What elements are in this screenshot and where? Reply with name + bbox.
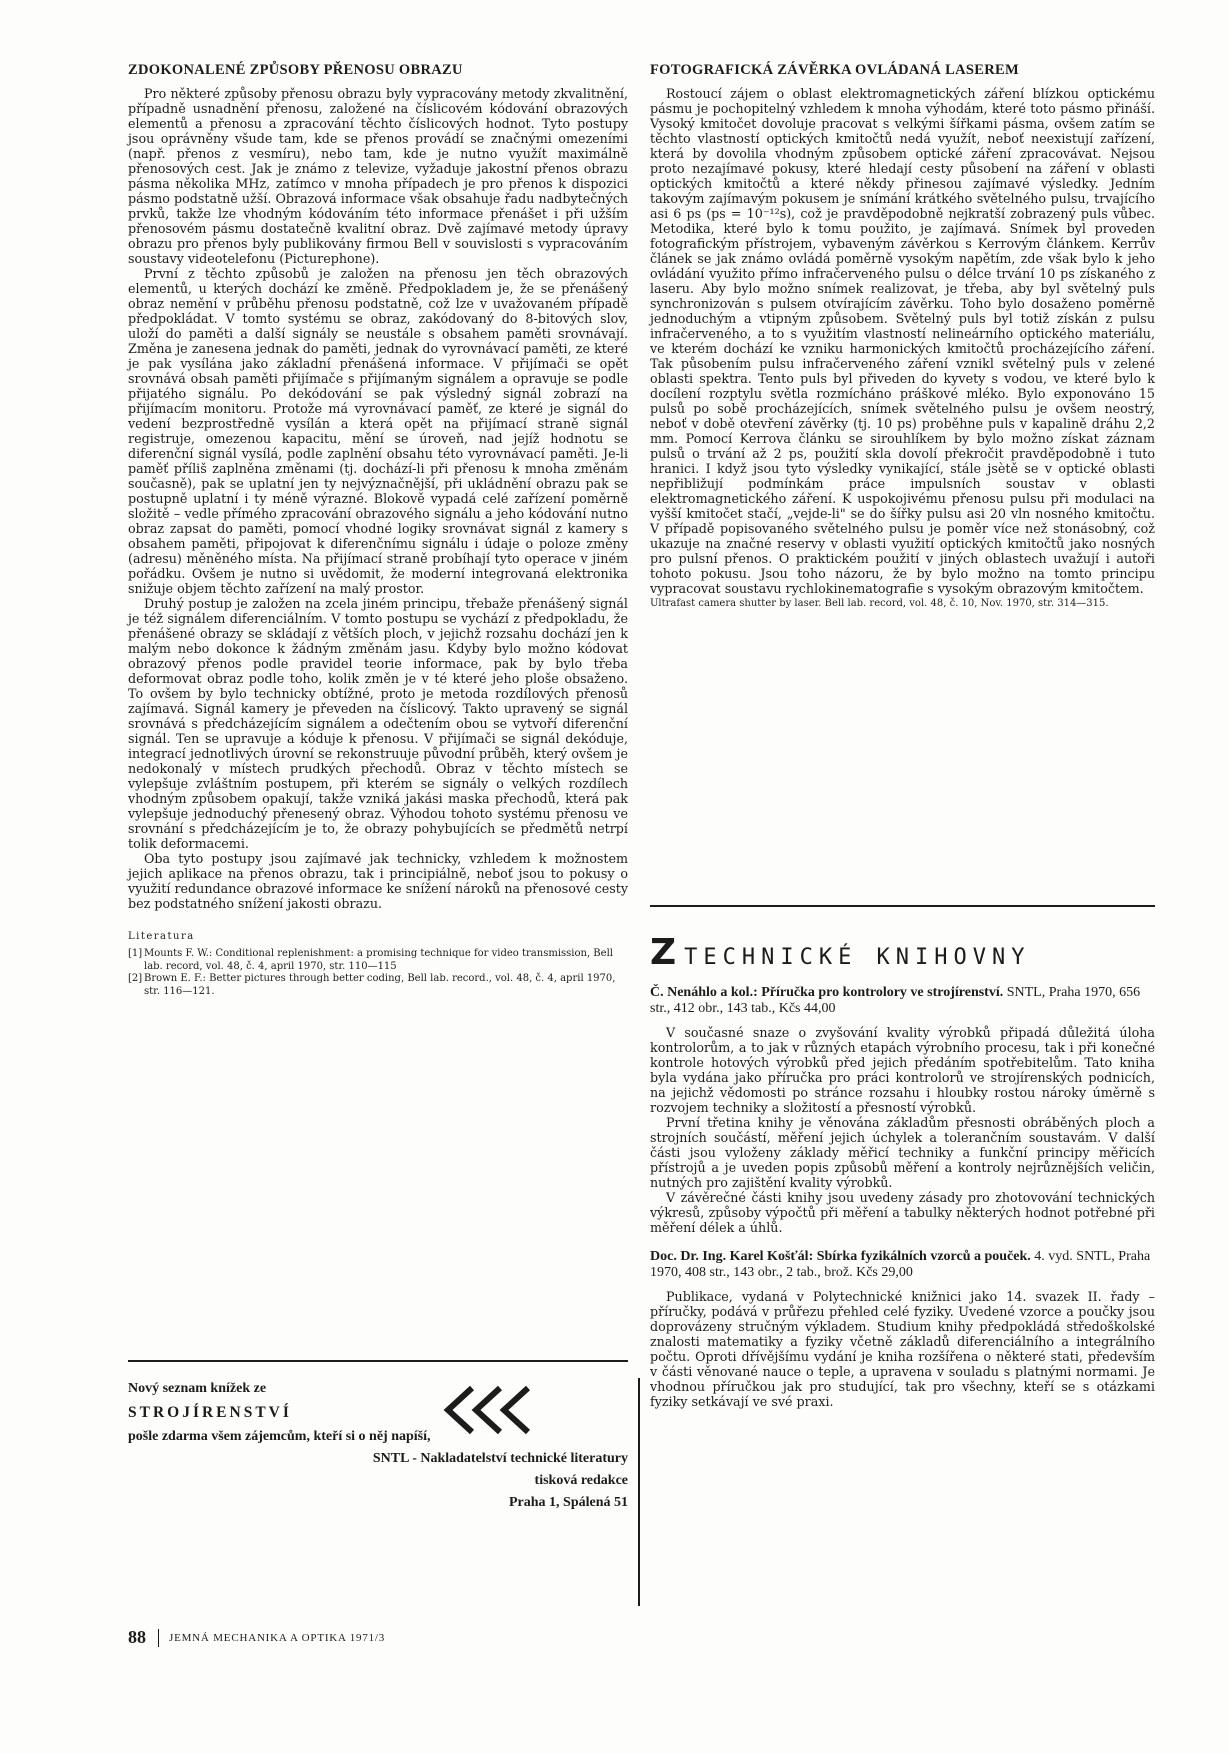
book-title-details: 4. vyd. SNTL, Praha 1970, 408 str., 143 obr., 2 tab., brož. Kčs 29,00 (650, 1249, 1151, 1280)
literature-number: [1] (128, 948, 143, 959)
advert-side-rule (638, 1378, 640, 1606)
advert-line1: Nový seznam knížek ze (128, 1381, 267, 1396)
advert-dept: tisková redakce (534, 1473, 628, 1488)
book-title (650, 985, 1155, 1017)
right-article-reference: Ultrafast camera shutter by laser. Bell lab. record, vol. 48, č. 10, Nov. 1970, str. 314—315. (650, 598, 1109, 609)
advert-box (128, 1378, 628, 1608)
journal-name: JEMNÁ MECHANIKA A OPTIKA 1971/3 (169, 1631, 386, 1644)
book-review (650, 1025, 1155, 1235)
page-footer (128, 1627, 385, 1648)
book-review-paragraph: Publikace, vydaná v Polytechnické knižnici jako 14. svazek II. řady – příručky, podává v průřezu přehled celé fyziky. Uvedené vzorce a poučky jsou doprovázeny stručným výkladem. Studium knihy předpokládá středoškolské znalosti matematiky a fyziky včetně základů diferenciálního a integrálního počtu. Oproti dřívějšímu vydání je kniha rozšířena o některé stati, především v části věnované nauce o teple, a upravena v souladu s platnými normami. Je vhodnou příručkou jak pro studující, tak pro všechny, kteří se s otázkami fyziky setkávají ve své praxi. (650, 1289, 1155, 1409)
book-review-paragraph: První třetina knihy je věnována základům přesnosti obráběných ploch a strojních součástí, měření jejich úchylek a tolerančním soustavám. V další části jsou vyloženy základy měřicí techniky a funkční principy měřicích přístrojů a je uveden popis způsobů měření a kontroly nejrůznějších veličin, nutných pro zajištění kvality výrobků. (650, 1115, 1155, 1190)
literature-title: Literatura (128, 931, 195, 942)
library-reviews (650, 985, 1155, 1409)
left-article (128, 62, 628, 998)
book-review (650, 1289, 1155, 1409)
left-paragraph: Pro některé způsoby přenosu obrazu byly vypracovány metody zkvalitnění, případně usnadnění přenosu, založené na číslicovém kódování obrazových elementů a přenosu a zpracování těchto číslicových hodnot. Tyto postupy jsou oprávněny všude tam, kde se přenos provádí se značnými omezeními (např. přenos z vesmíru), nebo tam, kde je nutno využít maximálně přenosových cest. Jak je známo z televize, vyžaduje jakostní přenos obrazu pásma několika MHz, zatímco v mnoha případech je pro přenos k dispozici pásmo podstatně užší. Obrazová informace však obsahuje řadu nadbytečných prvků, takže lze vhodným kódováním této informace přenášet i při užším přenosovém pásmu dostatečně kvalitní obraz. Dvě zajímavé metody úpravy obrazu pro přenos byly publikovány firmou Bell v souvislosti s vypracováním soustavy videotelefonu (Picturephone). (128, 86, 628, 266)
library-title-rest: TECHNICKÉ KNIHOVNY (684, 945, 1031, 970)
left-paragraph: První z těchto způsobů je založen na přenosu jen těch obrazových elementů, u kterých dochází ke změně. Předpokladem je, že se přenášený obraz nemění v průběhu přenosu podstatně, což lze v uvažovaném případě předpokládat. V tomto systému se obraz, zakódovaný do 8-bitových slov, uloží do paměti a další signály se neustále s obsahem paměti srovnávají. Změna je zanesena jednak do paměti, jednak do vyrovnávací paměti, ze které je pak vysílána jako základní přenášená informace. V přijímači se opět srovnává obsah paměti přijímače s přijímaným signálem a opravuje se podle přijatého signálu. Po dekódování se pak výsledný signál zobrazí na přijímacím monitoru. Protože má vyrovnávací paměť, ze které je signál do vedení bezprostředně vysílán a která opět na přijímací straně signál registruje, omezenou kapacitu, mění se úroveň, nad jejíž hodnotu se diferenční signál vysílá, podle zaplnění obsahu této vyrovnávací paměti. Je-li paměť příliš zaplněna změnami (tj. dochází-li při přenosu k mnoha změnám současně), pak se uplatní jen ty nejvýznačnější, při ukládnění obrazu pak se postupně uplatní i ty méně výrazné. Blokově vypadá celé zařízení poměrně složitě – vedle přímého zpracování obrazového signálu a jeho kódování nutno obraz zapsat do paměti, pomocí vhodné logiky srovnávat signál z kamery s obsahem paměti, připojovat k diferenčnímu signálu i údaje o poloze změny (adresu) měněného místa. Na přijímací straně probíhají tyto operace v jiném pořádku. Ovšem je nutno si uvědomit, že moderní integrovaná elektronika snižuje objem těchto zařízení na malý prostor. (128, 266, 628, 596)
right-article-title: FOTOGRAFICKÁ ZÁVĚRKA OVLÁDANÁ LASEREM (650, 62, 1019, 78)
book-review-paragraph: V závěrečné části knihy jsou uvedeny zásady pro zhotovování technických výkresů, způsoby výpočtů při měření a tabulky některých hodnot potřebné při měření délek a úhlů. (650, 1190, 1155, 1235)
book-title-main: Doc. Dr. Ing. Karel Košťál: Sbírka fyzikálních vzorců a pouček. (650, 1249, 1031, 1264)
literature-text: Mounts F. W.: Conditional replenishment: a promising technique for video transmission, Bell lab. record, vol. 48, č. 4, april 1970, str. 110—115 (144, 948, 613, 972)
literature-item (128, 973, 628, 998)
triple-chevron-left-logo (440, 1384, 544, 1436)
library-title-initial: Z (650, 932, 677, 973)
book-title (650, 1249, 1155, 1281)
book-title-main: Č. Nenáhlo a kol.: Příručka pro kontrolory ve strojírenství. (650, 985, 1004, 1000)
literature-text: Brown E. F.: Better pictures through better coding, Bell lab. record., vol. 48, č. 4, april 1970, str. 116—121. (144, 973, 616, 997)
advert-word: STROJÍRENSTVÍ (128, 1404, 292, 1421)
book-title-details: SNTL, Praha 1970, 656 str., 412 obr., 143 tab., Kčs 44,00 (650, 985, 1141, 1016)
divider-rule (128, 1360, 628, 1362)
advert-publisher: SNTL - Nakladatelství technické literatury (372, 1451, 628, 1466)
right-article-body (650, 86, 1155, 596)
left-paragraph: Druhý postup je založen na zcela jiném principu, třebaže přenášený signál je též signálem diferenciálním. V tomto postupu se vychází z předpokladu, že přenášené obrazy se skládají z větších ploch, v jejichž rozsahu dochází jen k malým nebo dokonce k žádným změnám jasu. Kdyby bylo možno kódovat obrazový přenos podle pravidel teorie informace, pak by bylo třeba deformovat obraz podle toho, kolik změn je v té které jeho ploše obsaženo. To ovšem by bylo technicky obtížné, proto je metoda rozdílových přenosů zajímavá. Signál kamery je převeden na číslicový. Takto upravený se signál srovnává s předcházejícím signálem a odečtením obou se vytvoří diferenční signál. Ten se upravuje a kóduje k přenosu. V přijímači se signál dekóduje, integrací jednotlivých úrovní se rekonstruuje původní průběh, který ovšem je nedokonalý v místech prudkých přechodů. Obraz v těchto místech se vylepšuje zvláštním postupem, při kterém se signály o velkých rozdílech vhodným způsobem opakují, takže vzniká jakási maska přechodů, která pak vylepšuje jednoduchý přenesený obraz. Výhodou tohoto systému přenosu ve srovnání s předcházejícím je to, že obrazy pohybujících se předmětů netrpí tolik deformacemi. (128, 596, 628, 851)
section-rule (650, 905, 1155, 907)
library-section-title (650, 932, 1031, 973)
book-review-paragraph: V současné snaze o zvyšování kvality výrobků připadá důležitá úloha kontrolorům, a to jak v různých etapách výrobního procesu, tak i při konečné kontrole hotových výrobků před jejich předáním spotřebitelům. Tato kniha byla vydána jako příručka pro práci kontrolorů ve strojírenských podnicích, na jejichž vědomosti po stránce rozsahu i hloubky rostou nároky úměrně s rozvojem techniky a složitostí a přesností výrobků. (650, 1025, 1155, 1115)
page-number: 88 (128, 1627, 146, 1647)
advert-line2: pošle zdarma všem zájemcům, kteří si o něj napíší, (128, 1429, 431, 1444)
left-paragraph: Oba tyto postupy jsou zajímavé jak technicky, vzhledem k možnostem jejich aplikace na přenos obrazu, tak i principiálně, neboť jsou to pokusy o využití redundance obrazové informace ke snížení nároků na přenosové cesty bez podstatného snížení jakosti obrazu. (128, 851, 628, 911)
right-article (650, 62, 1155, 611)
left-article-body (128, 86, 628, 911)
footer-divider (158, 1629, 159, 1647)
right-paragraph: Rostoucí zájem o oblast elektromagnetických záření blízkou optickému pásmu je pochopitelný vzhledem k mnoha výhodám, které toto pásmo přináší. Vysoký kmitočet dovoluje pracovat s velkými šířkami pásma, ovšem zatím se těchto vlastností optických kmitočtů nedá využít, neboť neexistují zařízení, která by dovolila vhodným způsobem optické záření zpracovávat. Nejsou proto nezajímavé pokusy, které hledají cesty působení na záření v oblasti optických kmitočtů a které někdy přinesou zajímavé výsledky. Jedním takovým zajímavým pokusem je snímání krátkého světelného pulsu, trvajícího asi 6 ps (ps = 10⁻¹²s), což je pravděpodobně nejkratší zobrazený puls vůbec. Metodika, které bylo k tomu použito, je zajímavá. Snímek byl proveden fotografickým přístrojem, vybaveným závěrkou s Kerrovým článkem. Kerrův článek se jak známo ovládá poměrně vysokým napětím, zde však bylo k jeho ovládání využito přímo infračerveného pulsu o délce trvání 10 ps získaného z laseru. Aby bylo možno snímek realizovat, je třeba, aby byl světelný puls synchronizován s pulsem otvírajícím závěrku. Toho bylo dosaženo poměrně jednoduchým a vtipným způsobem. Světelný puls byl totiž získán z pulsu infračerveného, a to s využitím vlastností nelineárního optického materiálu, ve kterém dochází ke vzniku harmonických kmitočtů procházejícího záření. Tak působením pulsu infračerveného záření vznikl světelný puls v zelené oblasti spektra. Tento puls byl přiveden do kyvety s vodou, ve které bylo k docílení rozptylu světla rozmícháno práškové mléko. Bylo exponováno 15 pulsů po sobě procházejících, snímek světelného pulsu je ovšem neostrý, neboť v době otevření závěrky (tj. 10 ps) proběhne puls v kapalině dráhu 2,2 mm. Pomocí Kerrova článku se sirouhlíkem by bylo možno získat záznam pulsů o trvání až 2 ps, použití skla dovolí překročit pravděpodobně i tuto hranici. I když jsou tyto výsledky vynikající, stále jsètě se v optické oblasti nepřibližují podmínkám práce impulsních soustav v oblasti elektromagnetického záření. K uspokojivému přenosu pulsu při modulaci na vyšší kmitočet stačí, „vejde-li" se do šířky pulsu asi 20 vln nosného kmitočtu. V případě popisovaného světelného pulsu je poměr více než stonásobný, což ukazuje na značné reservy v oblasti využití optických kmitočtů jako nosných pro pulsní přenos. O praktickém použití v jiných oblastech uvažují i autoři tohoto pokusu. Jsou toho názoru, že by bylo možno na tomto principu vypracovat soustavu rychlokinematografie s vysokým obrazovým kmitočtem. (650, 86, 1155, 596)
left-article-title: ZDOKONALENÉ ZPŮSOBY PŘENOSU OBRAZU (128, 62, 463, 78)
literature-number: [2] (128, 973, 143, 984)
advert-address: Praha 1, Spálená 51 (508, 1495, 628, 1510)
literature-item (128, 948, 628, 973)
